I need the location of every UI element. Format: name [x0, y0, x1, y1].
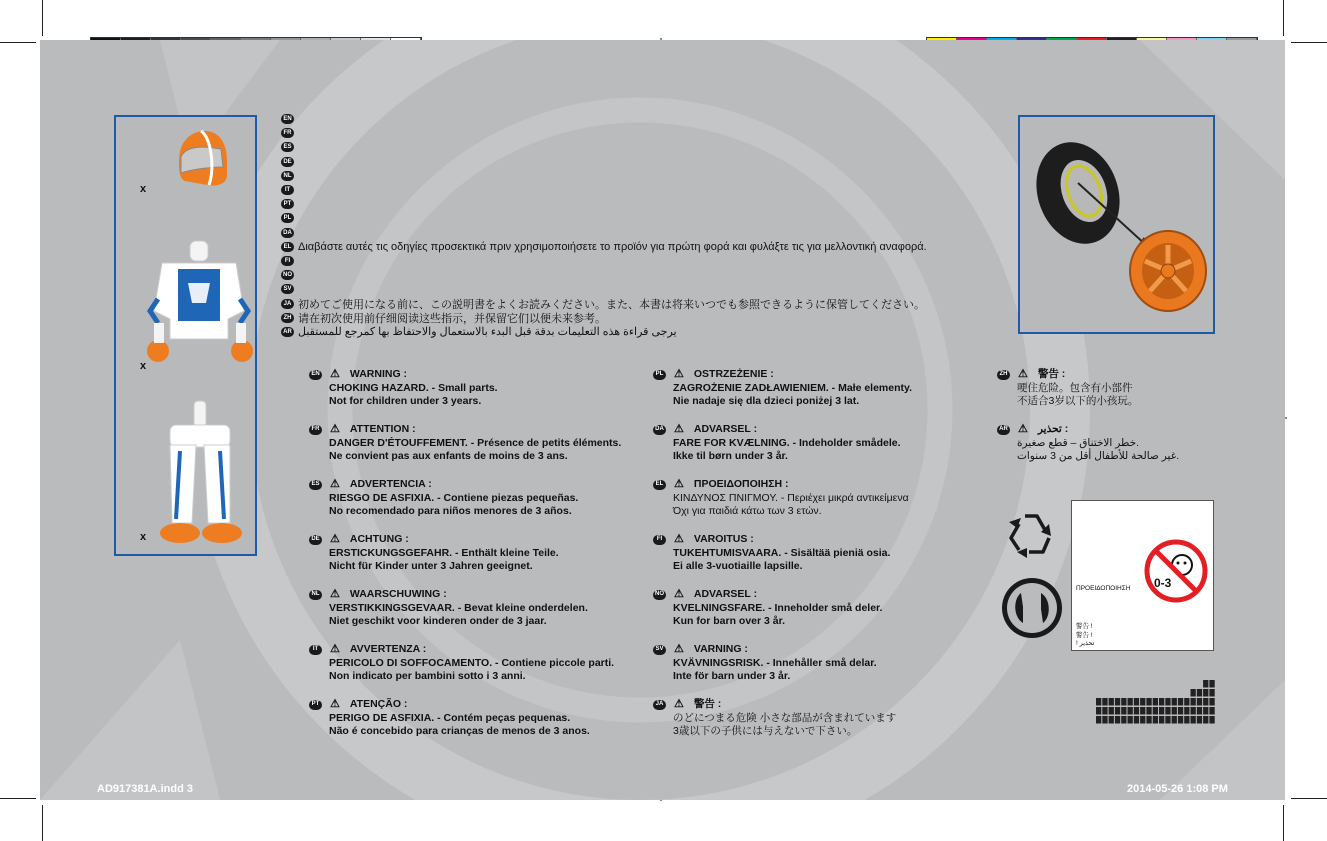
- lang-row-ja: [281, 296, 1001, 310]
- warning-block-de: [309, 533, 629, 574]
- warning-block-no: [653, 588, 973, 629]
- warning-triangle-icon: ⚠: [674, 533, 684, 545]
- warning-line-2: Inte för barn under 3 år.: [673, 670, 791, 682]
- warning-triangle-icon: ⚠: [330, 368, 340, 380]
- crop-mark: [0, 798, 36, 799]
- warning-triangle-icon: ⚠: [330, 698, 340, 710]
- warning-line-1: ΚΙΝΔΥΝΟΣ ΠΝΙΓΜΟΥ. - Περιέχει μικρά αντικείμενα: [673, 491, 909, 504]
- warning-triangle-icon: ⚠: [330, 588, 340, 600]
- pattern-block: [1134, 698, 1139, 706]
- warning-line-1: ZAGROŻENIE ZADŁAWIENIEM. - Małe elementy.: [673, 381, 912, 394]
- pattern-block: [1102, 707, 1107, 715]
- warning-title: ADVARSEL :: [693, 423, 758, 435]
- warning-triangle-icon: ⚠: [674, 588, 684, 600]
- warning-block-nl: [309, 588, 629, 629]
- warning-title: ATTENTION :: [349, 423, 416, 435]
- label-greek-text: ΠΡΟΕΙΔΟΠΟΙΗΣΗ: [1076, 585, 1131, 592]
- warning-line-2: 不适合3岁以下的小孩玩。: [1017, 395, 1139, 407]
- warning-line-2: Ei alle 3-vuotiaille lapsille.: [673, 560, 803, 572]
- warning-line-1: のどにつまる危険 小さな部品が含まれています: [673, 711, 897, 724]
- warning-block-da: [653, 423, 973, 464]
- warning-block-fr: [309, 423, 629, 464]
- crop-mark: [42, 805, 43, 841]
- part-quantity-label: x: [140, 183, 147, 195]
- pattern-block: [1096, 698, 1101, 706]
- warning-title: ATENÇÃO :: [349, 698, 408, 710]
- warning-block-zh: [997, 368, 1207, 409]
- pattern-block: [1197, 716, 1202, 724]
- warning-column-1: [309, 368, 629, 753]
- pattern-block: [1191, 716, 1196, 724]
- tire-and-rim-icon: [1028, 133, 1208, 323]
- pattern-block: [1153, 698, 1158, 706]
- language-code-badge: FI: [281, 256, 294, 266]
- language-code-badge: NL: [309, 590, 322, 600]
- language-code-badge: PT: [309, 700, 322, 710]
- pattern-block: [1197, 698, 1202, 706]
- warning-title: تحذير :: [1037, 423, 1069, 435]
- warning-line-2: Niet geschikt voor kinderen onder de 3 jaar.: [329, 615, 547, 627]
- warning-block-fi: [653, 533, 973, 574]
- warning-line-1: ERSTICKUNGSGEFAHR. - Enthält kleine Teile.: [329, 546, 559, 559]
- instruction-text: Διαβάστε αυτές τις οδηγίες προσεκτικά πριν χρησιμοποιήσετε το προϊόν για πρώτη φορά και φυλάξτε τις για μελλοντική αναφορά.: [298, 240, 927, 253]
- warning-line-1: DANGER D'ÉTOUFFEMENT. - Présence de petits éléments.: [329, 436, 622, 449]
- language-code-badge: NO: [283, 272, 292, 279]
- crop-mark: [42, 0, 43, 36]
- warning-title: AVVERTENZA :: [349, 643, 427, 655]
- warning-line-1: FARE FOR KVÆLNING. - Indeholder smådele.: [673, 436, 901, 449]
- language-code-badge: PT: [281, 199, 294, 209]
- warning-title: ADVERTENCIA :: [349, 478, 432, 490]
- warning-title: VAROITUS :: [693, 533, 754, 545]
- language-code-badge: AR: [997, 425, 1010, 435]
- language-code-badge: EN: [281, 114, 294, 124]
- crop-mark: [1283, 805, 1284, 841]
- language-code-badge: EL: [281, 242, 294, 252]
- pattern-block: [1209, 680, 1214, 688]
- language-code-badge: IT: [281, 185, 294, 195]
- label-line-1: 警告 !: [1076, 623, 1093, 630]
- lang-row-fi: [281, 254, 1001, 268]
- language-code-badge: DA: [653, 425, 666, 435]
- warning-triangle-icon: ⚠: [330, 478, 340, 490]
- lang-row-en: [281, 112, 1001, 126]
- pattern-block: [1209, 698, 1214, 706]
- lang-row-nl: [281, 169, 1001, 183]
- warning-title: OSTRZEŻENIE :: [693, 368, 774, 380]
- language-code-badge: DA: [281, 228, 294, 238]
- language-code-badge: DE: [309, 535, 322, 545]
- lang-row-fr: [281, 126, 1001, 140]
- pattern-block: [1203, 698, 1208, 706]
- warning-title: ΠΡΟΕΙΔΟΠΟΙΗΣΗ :: [693, 478, 789, 490]
- warning-line-1: 哽住危险。包含有小部件: [1017, 381, 1133, 394]
- language-code-badge: JA: [653, 700, 666, 710]
- warning-column-2: [653, 368, 973, 753]
- pattern-block: [1115, 707, 1120, 715]
- pattern-block: [1096, 716, 1101, 724]
- age-range-text: 0-3: [1154, 576, 1172, 590]
- warning-line-2: Non indicato per bambini sotto i 3 anni.: [329, 670, 526, 682]
- warning-title: ACHTUNG :: [349, 533, 409, 545]
- language-code-badge: FR: [281, 128, 294, 138]
- language-code-badge: FI: [653, 535, 666, 545]
- pattern-block: [1115, 716, 1120, 724]
- pattern-block: [1140, 707, 1145, 715]
- label-line-3: ! تحذير: [1076, 640, 1095, 647]
- warning-triangle-icon: ⚠: [330, 423, 340, 435]
- pattern-block: [1146, 716, 1151, 724]
- pattern-block: [1178, 698, 1183, 706]
- language-code-badge: ZH: [997, 370, 1010, 380]
- warning-line-2: Não é concebido para crianças de menos de 3 anos.: [329, 725, 590, 737]
- pattern-block: [1209, 716, 1214, 724]
- warning-triangle-icon: ⚠: [330, 533, 340, 545]
- no-under-3-icon: [1144, 539, 1208, 603]
- language-code-badge: ES: [281, 142, 294, 152]
- pattern-block: [1165, 698, 1170, 706]
- language-code-badge: ZH: [281, 313, 294, 323]
- pattern-block: [1178, 707, 1183, 715]
- crop-mark: [1283, 0, 1284, 36]
- lang-row-no: [281, 268, 1001, 282]
- pattern-block: [1184, 716, 1189, 724]
- warning-block-pt: [309, 698, 629, 739]
- warning-line-1: خطر الاختناق – قطع صغيرة.: [1017, 436, 1140, 449]
- warning-line-1: PERIGO DE ASFIXIA. - Contém peças pequenas.: [329, 711, 571, 724]
- pattern-block: [1096, 707, 1101, 715]
- warning-line-2: Ne convient pas aux enfants de moins de 3 ans.: [329, 450, 568, 462]
- warning-line-2: Ikke til børn under 3 år.: [673, 450, 788, 462]
- warning-line-1: CHOKING HAZARD. - Small parts.: [329, 381, 498, 394]
- pattern-block: [1172, 698, 1177, 706]
- language-code-badge: AR: [281, 327, 294, 337]
- language-code-badge: EL: [653, 480, 666, 490]
- lang-row-de: [281, 155, 1001, 169]
- warning-line-1: KVÄVNINGSRISK. - Innehåller små delar.: [673, 656, 877, 669]
- warning-line-1: VERSTIKKINGSGEVAAR. - Bevat kleine onderdelen.: [329, 601, 588, 614]
- pattern-block: [1165, 707, 1170, 715]
- warning-triangle-icon: ⚠: [1018, 368, 1028, 380]
- lang-row-es: [281, 140, 1001, 154]
- warning-triangle-icon: ⚠: [674, 423, 684, 435]
- warning-block-ja: [653, 698, 973, 739]
- pattern-block: [1128, 716, 1133, 724]
- helmet-part-icon: [171, 127, 231, 189]
- pattern-block: [1191, 707, 1196, 715]
- lang-row-pt: [281, 197, 1001, 211]
- warning-title: VARNING :: [693, 643, 748, 655]
- crop-mark: [1291, 42, 1327, 43]
- language-code-badge: SV: [281, 284, 294, 294]
- pattern-block: [1203, 680, 1208, 688]
- language-code-badge: PL: [281, 213, 294, 223]
- instruction-text: 请在初次使用前仔细阅读这些指示，并保留它们以便未来参考。: [298, 312, 606, 325]
- warning-line-1: PERICOLO DI SOFFOCAMENTO. - Contiene piccole parti.: [329, 656, 615, 669]
- warning-title: WARNING :: [349, 368, 408, 380]
- language-code-badge: JA: [281, 299, 294, 309]
- read-instructions-list: [281, 112, 1001, 339]
- age-warning-label: [1071, 500, 1214, 651]
- pattern-block: [1203, 689, 1208, 697]
- pattern-block: [1134, 707, 1139, 715]
- pattern-block: [1184, 698, 1189, 706]
- warning-line-2: Kun for barn over 3 år.: [673, 615, 786, 627]
- pattern-block: [1146, 707, 1151, 715]
- warning-block-it: [309, 643, 629, 684]
- pattern-block: [1165, 716, 1170, 724]
- language-code-badge: NL: [281, 171, 294, 181]
- warning-line-2: Not for children under 3 years.: [329, 395, 482, 407]
- warning-line-2: Nie nadaje się dla dzieci poniżej 3 lat.: [673, 395, 860, 407]
- pattern-block: [1134, 716, 1139, 724]
- lang-row-zh: [281, 311, 1001, 325]
- lang-row-pl: [281, 211, 1001, 225]
- crop-mark: [1291, 798, 1327, 799]
- pattern-block: [1121, 716, 1126, 724]
- file-name-slug: AD917381A.indd 3: [97, 783, 193, 795]
- warning-line-2: No recomendado para niños menores de 3 años.: [329, 505, 572, 517]
- instruction-text: 初めてご使用になる前に、この説明書をよくお読みください。また、本書は将来いつでも参照できるように保管してください。: [298, 298, 925, 311]
- crop-mark: [0, 42, 36, 43]
- pattern-block: [1197, 689, 1202, 697]
- pattern-block: [1121, 707, 1126, 715]
- warning-triangle-icon: ⚠: [674, 368, 684, 380]
- lang-row-da: [281, 226, 1001, 240]
- block-pattern-icon: [1096, 680, 1216, 726]
- pattern-block: [1140, 716, 1145, 724]
- pattern-block: [1159, 707, 1164, 715]
- pattern-block: [1146, 698, 1151, 706]
- warning-line-2: Όχι για παιδιά κάτω των 3 ετών.: [673, 505, 822, 517]
- warning-triangle-icon: ⚠: [1018, 423, 1028, 435]
- warning-title: 警告 :: [693, 698, 722, 710]
- warning-block-ar: [997, 423, 1207, 464]
- recycle-icon: [1005, 508, 1057, 560]
- pattern-block: [1172, 707, 1177, 715]
- warning-block-en: [309, 368, 629, 409]
- language-code-badge: SV: [653, 645, 666, 655]
- warning-line-1: TUKEHTUMISVAARA. - Sisältää pieniä osia.: [673, 546, 891, 559]
- warning-line-1: RIESGO DE ASFIXIA. - Contiene piezas pequeñas.: [329, 491, 579, 504]
- green-dot-icon: [1001, 577, 1063, 639]
- pattern-block: [1121, 698, 1126, 706]
- legs-part-icon: [146, 399, 254, 549]
- pattern-block: [1203, 707, 1208, 715]
- pattern-block: [1172, 716, 1177, 724]
- part-quantity-label: x: [140, 531, 147, 543]
- parts-panel: [114, 115, 257, 556]
- torso-part-icon: [144, 239, 256, 367]
- language-code-badge: EN: [309, 370, 322, 380]
- warning-block-el: [653, 478, 973, 519]
- label-line-2: 警告 !: [1076, 632, 1093, 639]
- language-code-badge: FR: [309, 425, 322, 435]
- warning-block-es: [309, 478, 629, 519]
- warning-line-1: KVELNINGSFARE. - Inneholder små deler.: [673, 601, 883, 614]
- warning-line-2: غير صالحة للأطفال أقل من 3 سنوات.: [1017, 450, 1180, 462]
- language-code-badge: IT: [309, 645, 322, 655]
- pattern-block: [1153, 707, 1158, 715]
- pattern-block: [1128, 698, 1133, 706]
- pattern-block: [1197, 707, 1202, 715]
- lang-row-sv: [281, 282, 1001, 296]
- warning-title: WAARSCHUWING :: [349, 588, 447, 600]
- part-quantity-label: x: [140, 360, 147, 372]
- pattern-block: [1159, 716, 1164, 724]
- pattern-block: [1109, 707, 1114, 715]
- pattern-block: [1140, 698, 1145, 706]
- date-slug: 2014-05-26 1:08 PM: [1127, 783, 1228, 795]
- warning-block-pl: [653, 368, 973, 409]
- wheel-assembly-panel: [1018, 115, 1215, 334]
- pattern-block: [1159, 698, 1164, 706]
- language-code-badge: NO: [653, 590, 666, 600]
- warning-column-3: [997, 368, 1207, 478]
- pattern-block: [1102, 698, 1107, 706]
- lang-row-el: [281, 240, 1001, 254]
- pattern-block: [1102, 716, 1107, 724]
- pattern-block: [1191, 698, 1196, 706]
- pattern-block: [1109, 716, 1114, 724]
- pattern-block: [1203, 716, 1208, 724]
- pattern-block: [1209, 689, 1214, 697]
- pattern-block: [1109, 698, 1114, 706]
- pattern-block: [1209, 707, 1214, 715]
- warning-triangle-icon: ⚠: [674, 478, 684, 490]
- instruction-text: يرجى قراءة هذه التعليمات بدقة قبل البدء بالاستعمال والاحتفاظ بها كمرجع للمستقبل: [298, 326, 677, 339]
- pattern-block: [1153, 716, 1158, 724]
- pattern-block: [1191, 689, 1196, 697]
- lang-row-ar: [281, 325, 1001, 339]
- warning-block-sv: [653, 643, 973, 684]
- warning-line-2: 3歳以下の子供には与えないで下さい。: [673, 725, 858, 737]
- warning-triangle-icon: ⚠: [674, 698, 684, 710]
- language-code-badge: ES: [309, 480, 322, 490]
- warning-triangle-icon: ⚠: [330, 643, 340, 655]
- pattern-block: [1178, 716, 1183, 724]
- warning-triangle-icon: ⚠: [674, 643, 684, 655]
- pattern-block: [1184, 707, 1189, 715]
- warning-title: ADVARSEL :: [693, 588, 758, 600]
- language-code-badge: PL: [653, 370, 666, 380]
- lang-row-it: [281, 183, 1001, 197]
- language-code-badge: DE: [281, 157, 294, 167]
- pattern-block: [1115, 698, 1120, 706]
- warning-line-2: Nicht für Kinder unter 3 Jahren geeignet.: [329, 560, 533, 572]
- pattern-block: [1128, 707, 1133, 715]
- warning-title: 警告 :: [1037, 368, 1066, 380]
